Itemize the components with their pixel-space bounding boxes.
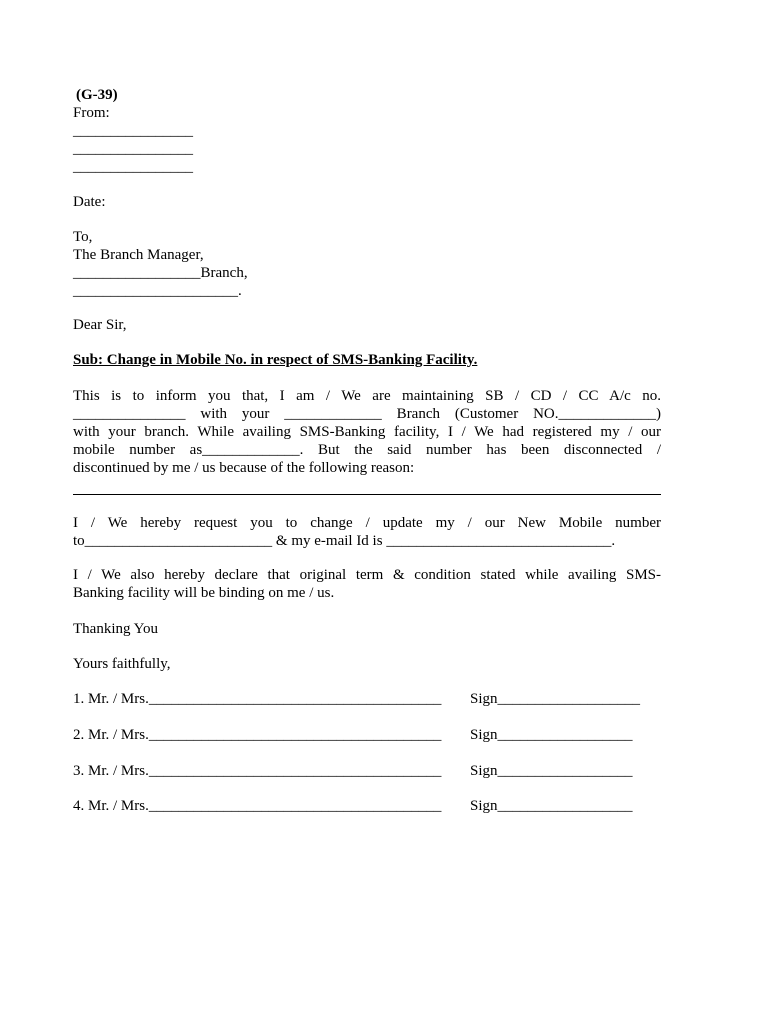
from-line-3: ________________ bbox=[73, 159, 193, 175]
signatory-4-name: 4. Mr. / Mrs._______________________________________ bbox=[73, 798, 442, 814]
body-para1-line-5: discontinued by me / us because of the following reason: bbox=[73, 460, 415, 476]
signatory-3-name: 3. Mr. / Mrs._______________________________________ bbox=[73, 763, 442, 779]
thanking-line: Thanking You bbox=[73, 621, 159, 637]
body-para3-line-2: Banking facility will be binding on me / us. bbox=[73, 585, 335, 601]
recipient-address: ______________________. bbox=[73, 283, 242, 299]
body-para1-line-4: mobile number as_____________. But the said number has been disconnected / bbox=[73, 442, 661, 458]
body-para1-line-2: _______________ with your _____________ Branch (Customer NO._____________) bbox=[73, 406, 661, 422]
closing-line: Yours faithfully, bbox=[73, 656, 171, 672]
date-label: Date: bbox=[73, 194, 106, 210]
body-para2-line-1: I / We hereby request you to change / update my / our New Mobile number bbox=[73, 515, 661, 531]
recipient-branch: _________________Branch, bbox=[73, 265, 248, 281]
from-line-1: ________________ bbox=[73, 123, 193, 139]
from-line-2: ________________ bbox=[73, 141, 193, 157]
form-code: (G-39) bbox=[76, 87, 118, 103]
signatory-1-sign: Sign___________________ bbox=[470, 691, 641, 707]
signatory-2-sign: Sign__________________ bbox=[470, 727, 633, 743]
signatory-3-sign: Sign__________________ bbox=[470, 763, 633, 779]
salutation: Dear Sir, bbox=[73, 317, 127, 333]
body-para2-line-2: to_________________________ & my e-mail Id is ______________________________. bbox=[73, 533, 616, 549]
subject-line: Sub: Change in Mobile No. in respect of SMS-Banking Facility. bbox=[73, 352, 478, 368]
signatory-2-name: 2. Mr. / Mrs._______________________________________ bbox=[73, 727, 442, 743]
reason-blank-line bbox=[73, 494, 661, 495]
to-label: To, bbox=[73, 229, 93, 245]
signatory-1-name: 1. Mr. / Mrs._______________________________________ bbox=[73, 691, 442, 707]
body-para1-line-1: This is to inform you that, I am / We are maintaining SB / CD / CC A/c no. bbox=[73, 388, 661, 404]
from-label: From: bbox=[73, 105, 110, 121]
body-para1-line-3: with your branch. While availing SMS-Banking facility, I / We had registered my / our bbox=[73, 424, 661, 440]
signatory-4-sign: Sign__________________ bbox=[470, 798, 633, 814]
body-para3-line-1: I / We also hereby declare that original term & condition stated while availing SMS- bbox=[73, 567, 661, 583]
recipient-title: The Branch Manager, bbox=[73, 247, 204, 263]
